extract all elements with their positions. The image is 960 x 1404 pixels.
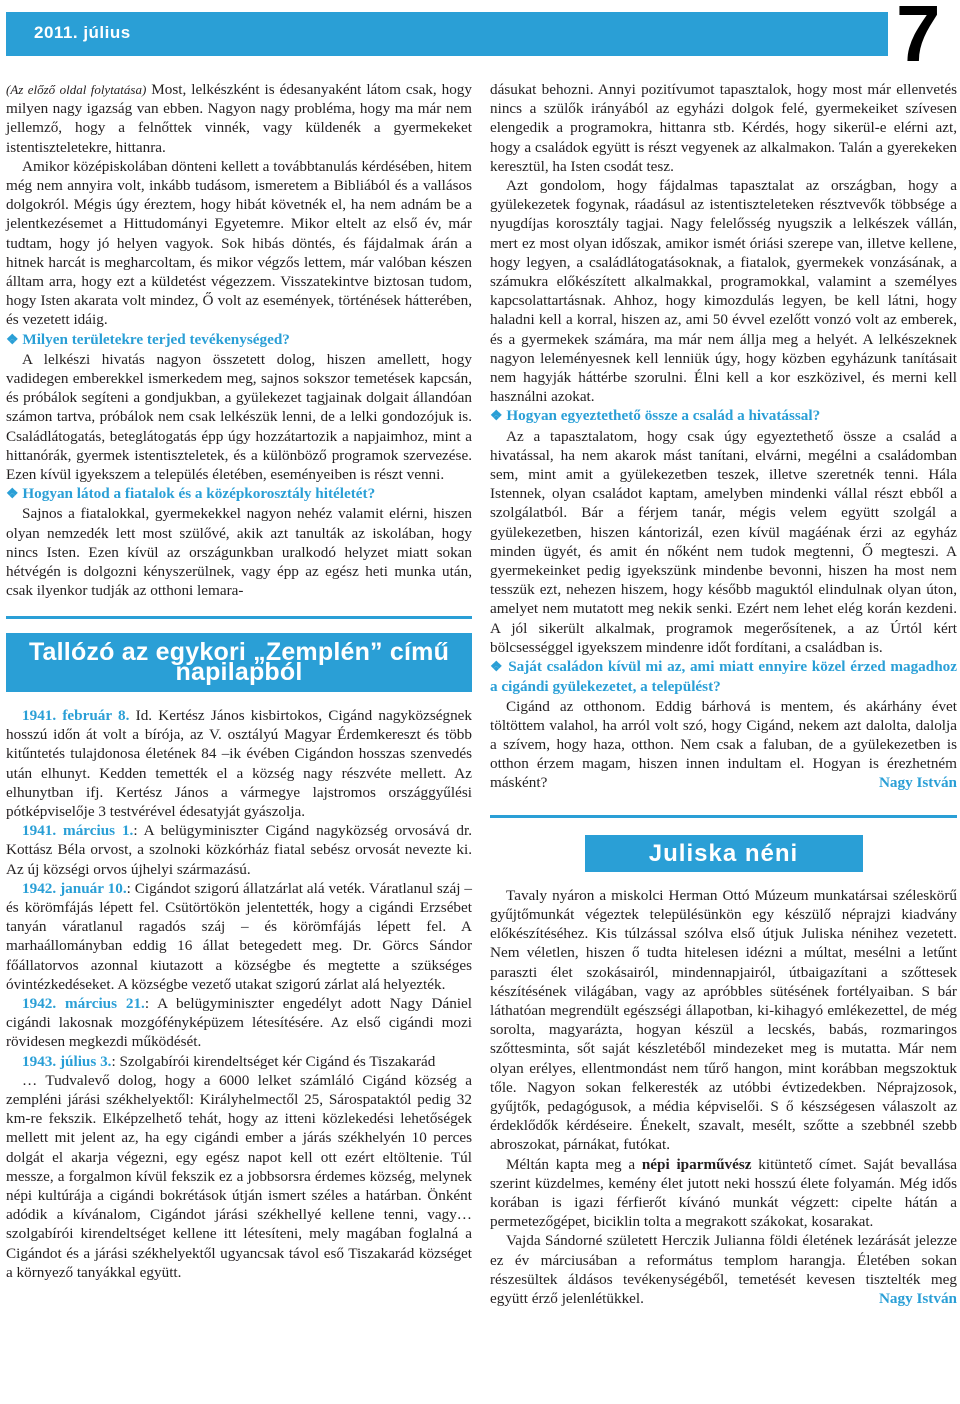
award-title: népi iparművész [641, 1155, 752, 1173]
page-number: 7 [896, 0, 941, 78]
entry-date: 1941. március 1. [22, 822, 134, 840]
interview-paragraph: Amikor középiskolában dönteni kellett a továbbtanulás kérdésében, hitem még nem annyira volt, inkább tudásom, ismeretem a Bibliából és a vallásos dolgokról. Mégis úgy éreztem, hogy hibát követnék el, ha nem adnám be a jelentkezésemet a Hittudományi Egyetemre. Mikor eltelt az első év, már tudtam, hogy jó helyen vagyok. Sok hibás döntés, és fájdalmak árán a hitnek harcát is megharcoltam, és mikor végzős lettem, már valóban készen álltam arra, hogy ezt a küldetést végezzem. Visszatekintve biztosan tudom, hogy Isten akarata volt mindez, Ő volt az események, történések hátterében, és vezetett idáig. [6, 157, 472, 329]
juliska-paragraph: Tavaly nyáron a miskolci Herman Ottó Múzeum munkatársai széleskörű gyűjtőmunkát végeztek településünkön egy készülő néprajzi kiadvány előkészítéséhez. Kis túlzással szólva első útjuk Juliska nénihez vezetett. Nem véletlen, hiszen ő tudta hitelesen idézni a múltat, mesélni a letűnt paraszti élet szokásairól, mindennapjairól, útbaigazítani a szőttesek készítésének világában, vagy az apróbbles sütésének fortélyaiban. S bár láthatóan megrendült egészségi állapotban, ki-kihagyó emlékezettel, de még sorolta, magyarázta, hogyan készül a lecskés, babás, rozmaringos szőttesminta, sőt saját készletéből mindezeket meg is mutatta. Már nem olyan erélyes, ellentmondást nem tűrő hangon, mint korábban megszoktuk tőle. Nagyon sokan felkeresték az utóbbi évtizedekben. Néprajzosok, gyűjtők, pedagógusok, a média képviselői. S ő készségesen válaszolt az érdeklődők kérdéseire. Énekelt, szavalt, mesélt, szőtte a szebbnél szebb abroszokat, párnákat, futókat. [490, 886, 957, 1154]
continuation-note: (Az előző oldal folytatása) [6, 82, 147, 97]
interview-paragraph: (Az előző oldal folytatása) Most, lelkészként is édesanyaként látom csak, hogy milyen nagy igazság van ebben. Nagyon nagy probléma, hogy ma már nem jellemző, hogy a felnőttek vinnék, vagy küldenék a gyermekeket istentiszteletekre, hittanra. [6, 81, 472, 156]
tallozo-closing: … Tudvalevő dolog, hogy a 6000 lelket számláló Cigánd község a zempléni járási székhelyektől: Királyhelmectől 25, Sárospataktól pedig 32 km-re fekszik. Elképzelhető tehát, hogy az itteni közlekedési lehetőségek mellett mit jelent az, ha egy cigándi ember a járás székhelyén 10 perces dolgát el akarja végezni, egy egész napot kell ott ezért eltöltenie. Túl messze, a forgalmon kívül fekszik ez a jobbsorsra érdemes község, melynek népi kultúrája a cigándi bokrétások útján ismert széles a határban. Önként adódik a kívánalom, Cigándot járási székhellyé kellene tenni, vagy… szolgabírói kirendeltséget kellene itt létesíteni, mely magában foglalná a Cigándot és a járási székhelyektől ugyancsak távol eső Tiszakarád községet a környező tanyákkal együtt. [6, 1071, 472, 1281]
entry-date: 1942. január 10. [22, 879, 127, 897]
interview-question: ❖ Milyen területekre terjed tevékenységed? [6, 330, 290, 348]
left-column [6, 80, 472, 1282]
juliska-title-banner: Juliska néni [585, 835, 863, 872]
interview-question: ❖ Hogyan egyeztethető össze a család a hivatással? [490, 407, 821, 425]
right-column [490, 80, 957, 1308]
interview-answer: A lelkészi hivatás nagyon összetett dolog, hiszen amellett, hogy vadidegen emberekkel ismerkedem meg, sajnos sokszor temetések kapcsán, és próbálok segíteni a gondjukban, a gyülekezet tagjainak dolgait állandóan számon tartva, próbálok nem csak lelkészük lenni, de a lelki gondozójuk is. Családlátogatás, beteglátogatás épp úgy hozzátartozik a napjaimhoz, mint a hittanórák, gyermek istentiszteletek, és a különböző programok szervezése. Ezen kívül igyekszem a település életében, eseményeiben is részt venni. [6, 350, 472, 484]
interview-question: ❖ Hogyan látod a fiatalok és a középkorosztály hitéletét? [6, 485, 376, 503]
interview-paragraph: dásukat behozni. Annyi pozitívumot tapasztalok, hogy most már ellenvetés nincs a szülők irányából az egyházi dolgok felé, gyermekeiket szívesen elengedik a programokra, hittanra stb. Kérdés, hogy sikerül-e elérni azt, hogy a családok együtt is részt vegyenek az alkalmakon. Talán a gyerekeken keresztül, ha Isten csodát tesz. [490, 81, 957, 175]
entry-date: 1941. február 8. [22, 706, 130, 724]
juliska-paragraph: Vajda Sándorné született Herczik Julianna földi életének lezárását jelezze ez év márciusában a református templom harangja. Életében sokan részesültek áldásos tevékenységéből, temetését kevesen tisztelték meg együtt érző jelenlétükkel. Nagy István [490, 1232, 957, 1307]
tallozo-entry: 1941. március 1.: A belügyminiszter Cigánd nagyközség orvosává dr. Kottász Béla orvost, a szolnoki közkórház fiatal sebész orvosát nevezte ki. Az új községi orvos újhelyi származású. [6, 822, 472, 878]
author-signature: Nagy István [878, 1289, 957, 1307]
diamond-bullet-icon: ❖ [490, 409, 503, 425]
juliska-paragraph: Méltán kapta meg a népi iparművész kitüntető címet. Saját bevallása szerint küzdelmes, kemény élet jutott neki hosszú élete folyamán. Még idős korában is igazi férfierőt kívánó munkát végzett: cipelte hátán a permetezőgépet, biciklin tolta a megrakott szákokat, kosarakat. [490, 1155, 957, 1231]
entry-date: 1942. március 21. [22, 994, 145, 1012]
tallozo-entry: 1942. március 21.: A belügyminiszter engedélyt adott Nagy Dániel cigándi lakosnak mozgófényképüzem létesítésére. Az első cigándi mozi rövidesen megkezdi működését. [6, 994, 472, 1051]
diamond-bullet-icon: ❖ [6, 487, 19, 503]
tallozo-entry: 1943. július 3.: Szolgabírói kirendeltséget kér Cigánd és Tiszakarád [22, 1052, 436, 1070]
interview-answer: Sajnos a fiatalokkal, gyermekekkel nagyon nehéz valamit elérni, hiszen olyan nemzedék lett most szülővé, akik azt tanulták az iskolában, hogy nincs Isten. Ezen kívül az országunkban uralkodó helyzet miatt sokan hétvégén is dolgozni kényszerülnek, vagy épp az egész heti munka után, csak ilyenkor tudják az otthoni lemara- [6, 505, 472, 600]
diamond-bullet-icon: ❖ [6, 332, 19, 348]
tallozo-entries [6, 706, 472, 1282]
section-divider [6, 616, 472, 619]
entry-date: 1943. július 3. [22, 1052, 112, 1070]
tallozo-title-banner: Tallózó az egykori „Zemplén” című napilapból [6, 633, 472, 691]
author-signature: Nagy István [878, 774, 957, 792]
tallozo-entry: 1942. január 10.: Cigándot szigorú állatzárlat alá veték. Váratlanul száj – és körömfájás lépett fel. Csütörtökön jelentették, hogy a cigándi Erzsébet tanyán váratlanul ragadós száj – és körömfájás lépett fel. A marhaállományban eddig 16 állat betegedett meg. Dr. Görcs Sándor főállatorvos azonnal kiutazott a községbe és megtette a szükséges óvintézkedéseket. A községbe vezető utakat szigorú zárlat alá helyezték. [6, 879, 473, 993]
date-header-bar [6, 12, 888, 56]
issue-date: 2011. július [34, 23, 131, 42]
interview-paragraph: Azt gondolom, hogy fájdalmas tapasztalat az országban, hogy a gyülekezetek fogynak, ráadásul az istentiszteleteken résztvevők többsége a nyugdíjas korosztály tagjai. Nagy felelősség nyugszik a lelkészek vállán, mert ez most olyan időszak, amikor ismét óriási szerepe van, illetve kellene, hogy legyen, a családlátogatásoknak, a fiatalok, gyermekek vonzásának, a számukra előkészített alkalmakkal, programokkal, valamint a személyes kapcsolattartásnak. Ahhoz, hogy kimozdulás legyen, be kell látni, hogy haladni kell a korral, hiszen az, ami 50 évvel ezelőtt vonzó volt az emberek, és a gyermekek számára, ma már nem állja meg a helyét. A lelkészeknek nagyon leleményesnek kell lenniük úgy, hogy közben egyházunk tanításait nem hagyják háttérbe szorulni. Élni kell a kor eszközivel, és merni kell használni azokat. [490, 177, 957, 406]
section-divider [490, 815, 957, 818]
interview-answer: Az a tapasztalatom, hogy csak úgy egyeztethető össze a család a hivatással, ha nem akarok mást tanítani, elvárni, megélni a családomban sem, mint amit a gyülekezetben teszek, illetve szeretnék tenni. Hála Istennek, olyan családot kaptam, amelyben mindenki vállal részt ebből a szolgálatból. Bár a férjem tanár, mégis velem együtt szolgál a gyülekezetben, hiszen kántorizál, ezen kívül magáénak érzi az egyház minden ügyét, és amit én nőként nem tudok megtenni, Ő megteszi. A gyermekeinket pedig igyekszünk mindenbe bevonni, hiszen ha most nem tesszük ezt, nehezen hiszem, hogy később maguktól elindulnak olyan úton, amelyet nem mutatott meg nekik senki. Ezért nem lehet elég korán kezdeni. A jól sikerült alkalmak, programok megerősítenek, a az Úrtól kért bölcsességgel igyekszem mindenre időt fordítani, a családban is. [490, 427, 957, 656]
tallozo-entry: 1941. február 8. Id. Kertész János kisbirtokos, Cigánd nagyközségnek hosszú időn át volt a bírója, az V. osztályú Magyar Érdemkereszt és több kitűntetés tulajdonosa életének 84 –ik évében Cigándon hosszas szenvedés után elhunyt. Kedden temették el a község nagy részvéte mellett. Az elhunytban ifj. Kertész János a vármegye lajstromos országgyűlési pótképviselője 3 testvérével édesatyját gyászolja. [6, 706, 472, 820]
interview-answer: Cigánd az otthonom. Eddig bárhová is mentem, és akárhány évet töltöttem valahol, ha arról volt szó, hogy Cigánd, nekem azt dalolta, dalolja a szívem, hogy haza, otthon. Nem csak a faluban, de a gyülekezetben is otthon érzem magam, hiszen innen indultam el. Hogyan is érezhetném másként? Nagy István [490, 697, 957, 792]
interview-question: ❖ Saját családon kívül mi az, ami miatt ennyire közel érzed magadhoz a cigándi gyülekezetet, a települést? [490, 658, 958, 696]
diamond-bullet-icon: ❖ [490, 660, 504, 676]
